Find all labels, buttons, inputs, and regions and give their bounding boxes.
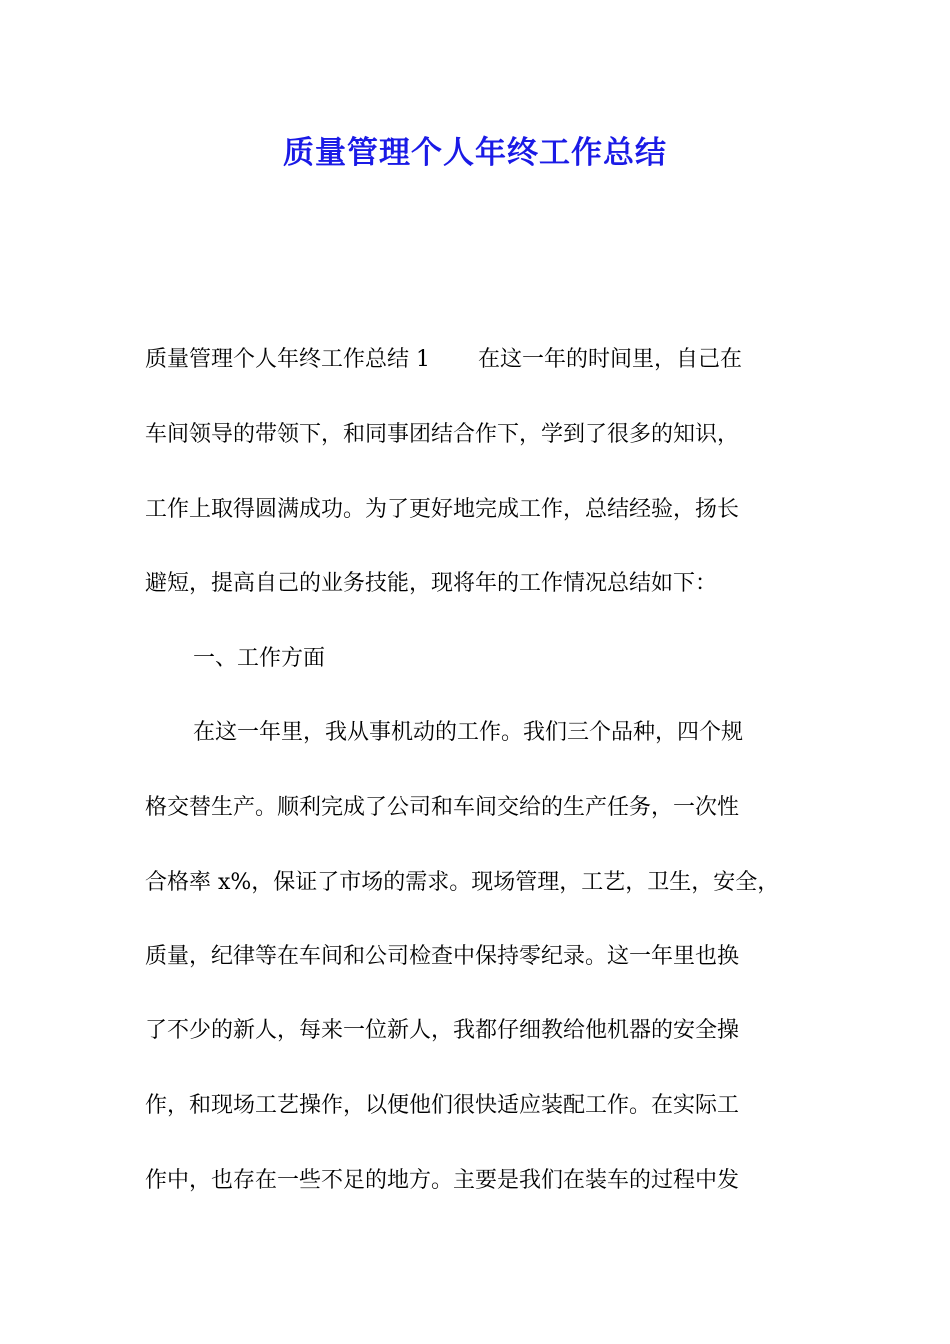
paragraph-line: 合格率 x%，保证了市场的需求。现场管理，工艺，卫生，安全， (145, 870, 780, 895)
paragraph-line: 了不少的新人，每来一位新人，我都仔细教给他机器的安全操 (145, 1018, 740, 1043)
paragraph-line: 作，和现场工艺操作，以便他们很快适应装配工作。在实际工 (145, 1093, 740, 1118)
paragraph-line: 避短，提高自己的业务技能，现将年的工作情况总结如下： (145, 571, 718, 596)
paragraph-line (145, 342, 835, 378)
paragraph-line: 作中，也存在一些不足的地方。主要是我们在装车的过程中发 (145, 1168, 740, 1193)
paragraph-line: 车间领导的带领下，和同事团结合作下，学到了很多的知识， (145, 422, 740, 447)
paragraph-line: 格交替生产。顺利完成了公司和车间交给的生产任务，一次性 (145, 795, 740, 820)
document-title: 质量管理个人年终工作总结 (283, 135, 667, 171)
section-heading: 质量管理个人年终工作总结 1 (145, 347, 430, 372)
paragraph-line: 质量，纪律等在车间和公司检查中保持零纪录。这一年里也换 (145, 944, 740, 969)
paragraph-text: 在这一年的时间里，自己在 (478, 347, 743, 372)
paragraph-line: 工作上取得圆满成功。为了更好地完成工作，总结经验，扬长 (145, 497, 740, 522)
paragraph-line: 在这一年里，我从事机动的工作。我们三个品种，四个规 (193, 720, 744, 745)
section-heading: 一、工作方面 (193, 646, 326, 671)
